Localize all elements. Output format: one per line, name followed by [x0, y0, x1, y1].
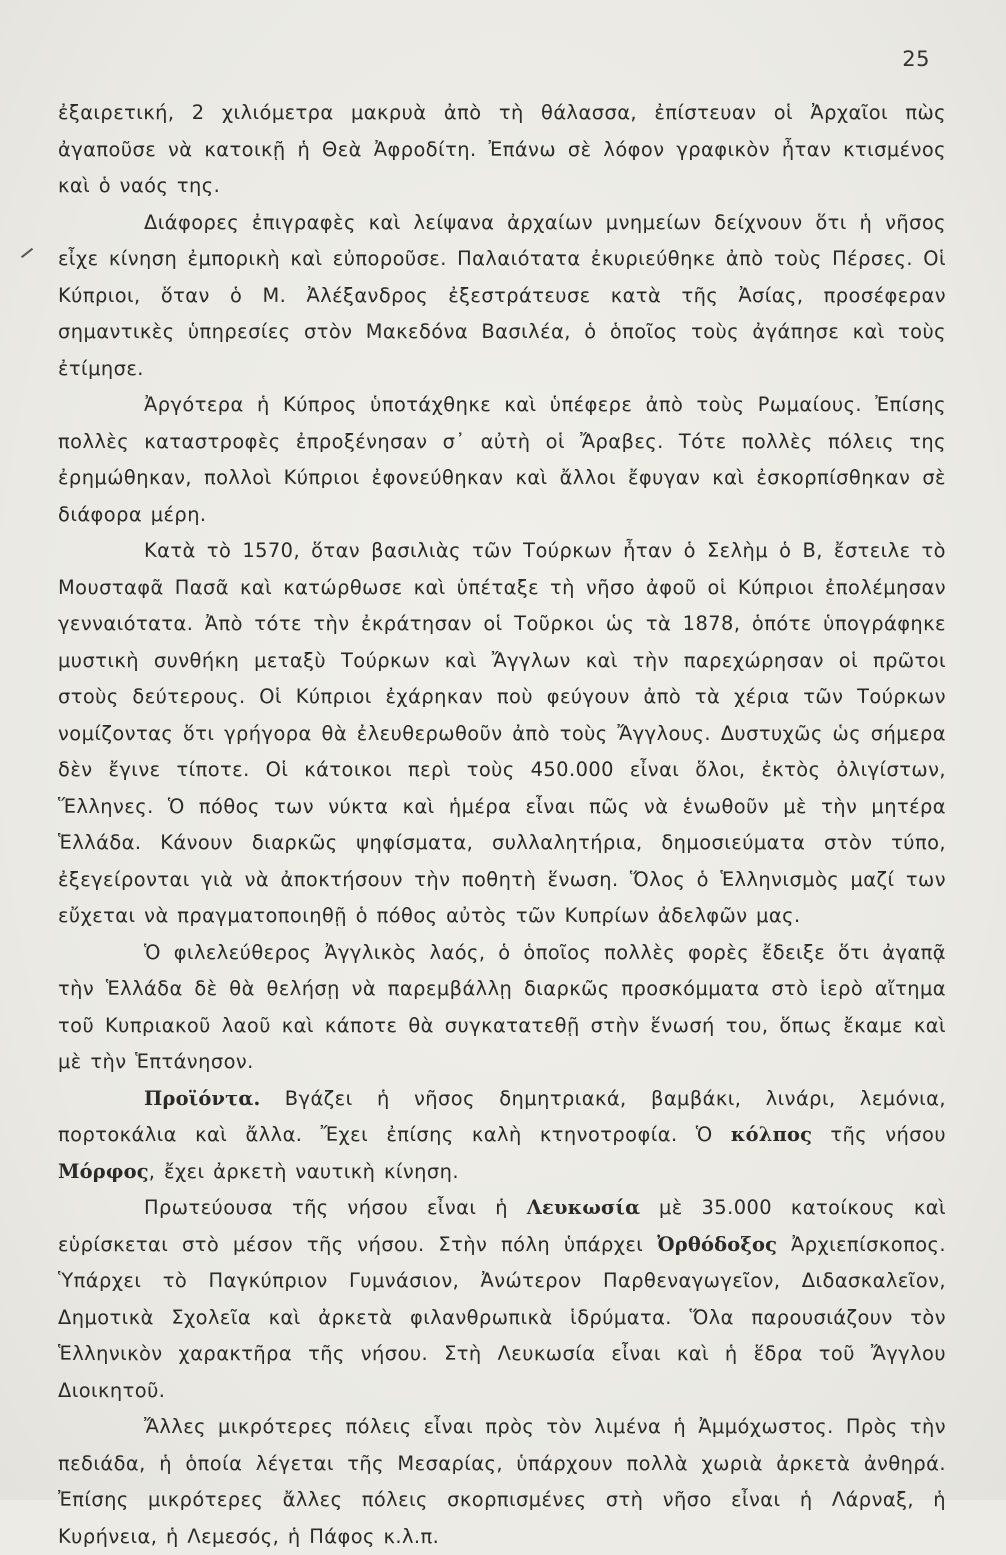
- paragraph-products: [58, 1081, 946, 1191]
- text-run: μὲ 35.000 κατοίκους καὶ εὑρίσκεται στὸ μέσον τῆς νήσου. Στὴν πόλη ὑπάρχει: [58, 1196, 946, 1256]
- text-run: , ἔχει ἀρκετὴ ναυτικὴ κίνηση.: [148, 1159, 459, 1183]
- text-run: ἐξαιρετική, 2 χιλιόμετρα μακρυὰ ἀπὸ τὴ θάλασσα, ἐπίστευαν οἱ Ἀρχαῖοι πὼς ἀγαποῦσε νὰ κατοικῇ ἡ Θεὰ Ἀφροδίτη. Ἐπάνω σὲ λόφον γραφικὸν ἦταν κτισμένος καὶ ὁ ναός της.: [58, 101, 946, 197]
- paragraph-romans-arabs: [58, 387, 946, 533]
- text-run: Διάφορες ἐπιγραφὲς καὶ λείψανα ἀρχαίων μνημείων δείχνουν ὅτι ἡ νῆσος εἶχε κίνηση ἐμπορικὴ καὶ εὐποροῦσε. Παλαιότατα ἐκυριεύθηκε ἀπὸ τοὺς Πέρσες. Οἱ Κύπριοι, ὅταν ὁ Μ. Ἀλέξανδρος ἐξεστράτευσε κατὰ τῆς Ἀσίας, προσέφεραν σημαντικὲς ὑπηρεσίες στὸν Μακεδόνα Βασιλέα, ὁ ὁποῖος τοὺς ἀγάπησε καὶ τοὺς ἐτίμησε.: [58, 210, 946, 380]
- bold-term: Λευκωσία: [526, 1196, 641, 1219]
- text-run: Ἀρχιεπίσκοπος. Ὑπάρχει τὸ Παγκύπριον Γυμνάσιον, Ἀνώτερον Παρθεναγωγεῖον, Διδασκαλεῖον, Δημοτικὰ Σχολεῖα καὶ ἀρκετὰ φιλανθρωπικὰ ἱδρύματα. Ὅλα παρουσιάζουν τὸν Ἑλληνικὸν χαρακτῆρα τῆς νήσου. Στὴ Λευκωσία εἶναι καὶ ἡ ἕδρα τοῦ Ἄγγλου Διοικητοῦ.: [58, 1232, 946, 1402]
- text-run: Ἀργότερα ἡ Κύπρος ὑποτάχθηκε καὶ ὑπέφερε ἀπὸ τοὺς Ρωμαίους. Ἐπίσης πολλὲς καταστροφὲς ἐπροξένησαν σ᾽ αὐτὴ οἱ Ἄραβες. Τότε πολλὲς πόλεις της ἐρημώθηκαν, πολλοὶ Κύπριοι ἐφονεύθηκαν καὶ ἄλλοι ἔφυγαν καὶ ἐσκορπίσθηκαν σὲ διάφορα μέρη.: [58, 393, 946, 526]
- paragraph-continuation: [58, 95, 946, 205]
- bold-term: Μόρφος: [58, 1159, 149, 1183]
- page-number: 25: [902, 47, 930, 71]
- body-text: [58, 95, 946, 1555]
- paragraph-english-people: [58, 935, 946, 1081]
- text-run: Βγάζει ἡ νῆσος δημητριακά, βαμβάκι, λινάρι, λεμόνια, πορτοκάλια καὶ ἄλλα. Ἔχει ἐπίσης καλὴ κτηνοτροφία. Ὁ: [58, 1086, 946, 1146]
- paragraph-other-cities: [58, 1409, 946, 1555]
- bold-term: Προϊόντα.: [144, 1086, 261, 1110]
- bold-term: Ὀρθόδοξος: [657, 1232, 778, 1256]
- text-run: Κατὰ τὸ 1570, ὅταν βασιλιὰς τῶν Τούρκων ἦταν ὁ Σελὴμ ὁ Β, ἔστειλε τὸ Μουσταφᾶ Πασᾶ καὶ κατώρθωσε καὶ ὑπέταξε τὴ νῆσο ἀφοῦ οἱ Κύπριοι ἐπολέμησαν γενναιότατα. Ἀπὸ τότε τὴν ἐκράτησαν οἱ Τοῦρκοι ὡς τὰ 1878, ὁπότε ὑπογράφηκε μυστικὴ συνθήκη μεταξὺ Τούρκων καὶ Ἄγγλων καὶ τὴν παρεχώρησαν οἱ πρῶτοι στοὺς δεύτερους. Οἱ Κύπριοι ἐχάρηκαν ποὺ φεύγουν ἀπὸ τὰ χέρια τῶν Τούρκων νομίζοντας ὅτι γρήγορα θὰ ἐλευθερωθοῦν ἀπὸ τοὺς Ἄγγλους. Δυστυχῶς ὡς σήμερα δὲν ἔγινε τίποτε. Οἱ κάτοικοι περὶ τοὺς 450.000 εἶναι ὅλοι, ἐκτὸς ὀλιγίστων, Ἕλληνες. Ὁ πόθος των νύκτα καὶ ἡμέρα εἶναι πῶς νὰ ἑνωθοῦν μὲ τὴν μητέρα Ἑλλάδα. Κάνουν διαρκῶς ψηφίσματα, συλλαλητήρια, δημοσιεύματα στὸν τύπο, ἐξεγείρονται γιὰ νὰ ἀποκτήσουν τὴν ποθητὴ ἕνωση. Ὅλος ὁ Ἑλληνισμὸς μαζί των εὔχεται νὰ πραγματοποιηθῇ ὁ πόθος αὐτὸς τῶν Κυπρίων ἀδελφῶν μας.: [58, 539, 946, 927]
- margin-pencil-mark: [21, 248, 33, 258]
- text-run: τῆς νήσου: [812, 1123, 946, 1146]
- paragraph-turkish-british-rule: [58, 533, 946, 935]
- bold-term: κόλπος: [730, 1123, 813, 1146]
- text-run: Πρωτεύουσα τῆς νήσου εἶναι ἡ: [144, 1196, 527, 1219]
- text-run: Ἄλλες μικρότερες πόλεις εἶναι πρὸς τὸν λιμένα ἡ Ἀμμόχωστος. Πρὸς τὴν πεδιάδα, ἡ ὁποία λέγεται τῆς Μεσαρίας, ὑπάρχουν πολλὰ χωριὰ ἀρκετὰ ἀνθηρά. Ἐπίσης μικρότερες ἄλλες πόλεις σκορπισμένες στὴ νῆσο εἶναι ἡ Λάρναξ, ἡ Κυρήνεια, ἡ Λεμεσός, ἡ Πάφος κ.λ.π.: [58, 1415, 946, 1548]
- text-run: Ὁ φιλελεύθερος Ἀγγλικὸς λαός, ὁ ὁποῖος πολλὲς φορὲς ἔδειξε ὅτι ἀγαπᾷ τὴν Ἑλλάδα δὲ θὰ θελήσῃ νὰ παρεμβάλλῃ διαρκῶς προσκόμματα στὸ ἱερὸ αἴτημα τοῦ Κυπριακοῦ λαοῦ καὶ κάποτε θὰ συγκατατεθῇ στὴν ἕνωσή του, ὅπως ἔκαμε καὶ μὲ τὴν Ἑπτάνησον.: [58, 940, 946, 1073]
- paragraph-history-antiquity: [58, 205, 946, 388]
- paragraph-capital-nicosia: [58, 1190, 946, 1409]
